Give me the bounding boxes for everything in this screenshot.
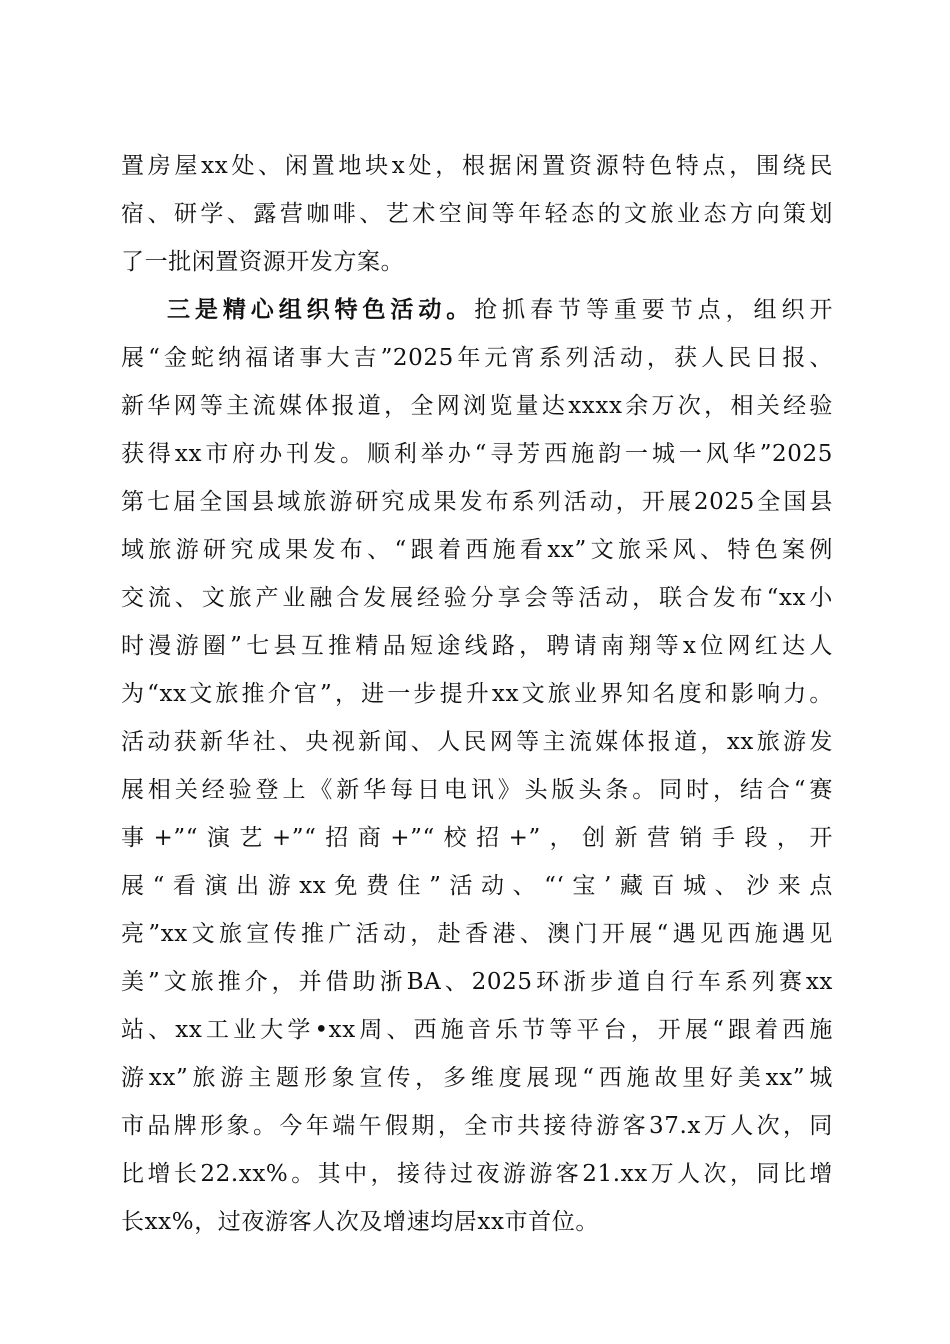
paragraph-2-line: 比增长22.xx%。其中，接待过夜游游客21.xx万人次，同比增 [121,1161,833,1187]
paragraph-2-line: 交流、文旅产业融合发展经验分享会等活动，联合发布“xx小 [121,585,833,611]
paragraph-2-line: 市品牌形象。今年端午假期，全市共接待游客37.x万人次，同 [121,1113,833,1139]
paragraph-2-line: 活动获新华社、央视新闻、人民网等主流媒体报道，xx旅游发 [121,729,833,755]
paragraph-2-line: 新华网等主流媒体报道，全网浏览量达xxxx余万次，相关经验 [121,393,833,419]
paragraph-1-line: 宿、研学、露营咖啡、艺术空间等年轻态的文旅业态方向策划 [121,201,833,227]
paragraph-2-first-rest: 抢抓春节等重要节点，组织开 [474,297,833,323]
paragraph-2-line: 长xx%，过夜游客人次及增速均居xx市首位。 [121,1209,599,1235]
paragraph-2-line: 展“金蛇纳福诸事大吉”2025年元宵系列活动，获人民日报、 [121,345,833,371]
paragraph-2-first-line [121,286,833,334]
paragraph-2-line: 展相关经验登上《新华每日电讯》头版头条。同时，结合“赛 [121,777,833,803]
paragraph-2-line: 获得xx市府办刊发。顺利举办“寻芳西施韵一城一风华”2025 [121,441,833,467]
paragraph-2-line: 站、xx工业大学•xx周、西施音乐节等平台，开展“跟着西施 [121,1017,833,1043]
paragraph-1-line: 置房屋xx处、闲置地块x处，根据闲置资源特色特点，围绕民 [121,153,833,179]
paragraph-2-line: 美”文旅推介，并借助浙BA、2025环浙步道自行车系列赛xx [121,969,833,995]
paragraph-2-line: 游xx”旅游主题形象宣传，多维度展现“西施故里好美xx”城 [121,1065,833,1091]
paragraph-2-line: 为“xx文旅推介官”，进一步提升xx文旅业界知名度和影响力。 [121,681,833,707]
paragraph-2-lead: 三是精心组织特色活动。 [167,296,475,323]
paragraph-2-line: 事+”“演艺+”“招商+”“校招+”，创新营销手段，开 [121,825,833,851]
paragraph-2-line: 亮”xx文旅宣传推广活动，赴香港、澳门开展“遇见西施遇见 [121,921,833,947]
document-body [121,142,833,1246]
paragraph-2-line: 域旅游研究成果发布、“跟着西施看xx”文旅采风、特色案例 [121,537,833,563]
paragraph-2-line: 第七届全国县域旅游研究成果发布系列活动，开展2025全国县 [121,489,833,515]
paragraph-2-line: 时漫游圈”七县互推精品短途线路，聘请南翔等x位网红达人 [121,633,833,659]
paragraph-1-line: 了一批闲置资源开发方案。 [121,249,405,275]
paragraph-2-line: 展“看演出游xx免费住”活动、“‘宝’藏百城、沙来点 [121,873,833,899]
